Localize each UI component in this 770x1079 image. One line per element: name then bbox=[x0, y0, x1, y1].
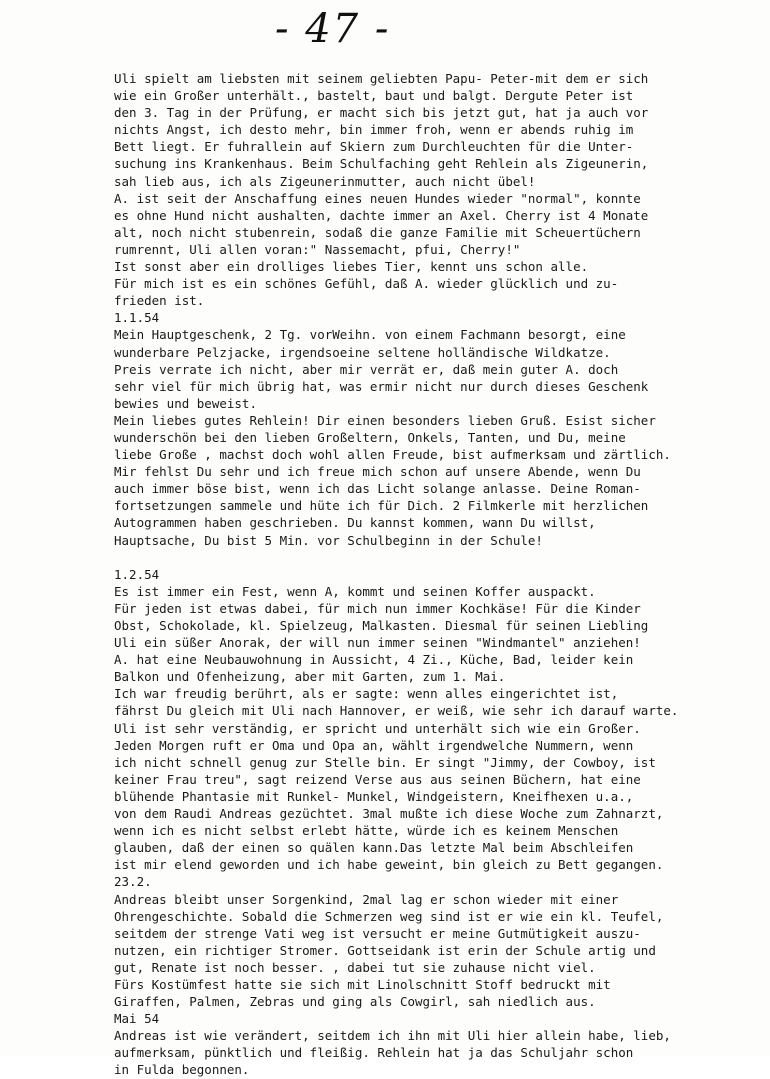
text-line: Uli spielt am liebsten mit seinem geliebten Papu- Peter-mit dem er sich bbox=[114, 71, 649, 86]
text-line: glauben, daß der einen so quälen kann.Das letzte Mal beim Abschleifen bbox=[114, 840, 634, 856]
text-line: Ich war freudig berührt, als er sagte: wenn alles eingerichtet ist, bbox=[114, 686, 619, 702]
page-number: - 47 - bbox=[275, 6, 391, 52]
text-line: Mein liebes gutes Rehlein! Dir einen besonders lieben Gruß. Esist sicher bbox=[114, 412, 656, 428]
text-line: es ohne Hund nicht aushalten, dachte immer an Axel. Cherry ist 4 Monate bbox=[114, 207, 649, 223]
text-line: Für mich ist es ein schönes Gefühl, daß A. wieder glücklich und zu- bbox=[114, 276, 619, 292]
text-line: rumrennt, Uli allen voran:" Nassemacht, pfui, Cherry!" bbox=[114, 241, 521, 257]
text-line: gut, Renate ist noch besser. , dabei tut sie zuhause nicht viel. bbox=[114, 959, 596, 975]
text-line: Für jeden ist etwas dabei, für mich nun immer Kochkäse! Für die Kinder bbox=[114, 600, 641, 616]
text-line: wunderbare Pelzjacke, irgendsoeine seltene holländische Wildkatze. bbox=[114, 344, 611, 360]
text-line: Andreas bleibt unser Sorgenkind, 2mal lag er schon wieder mit einer bbox=[114, 891, 619, 907]
text-line: Hauptsache, Du bist 5 Min. vor Schulbeginn in der Schule! bbox=[114, 532, 543, 548]
text-line: Mein Hauptgeschenk, 2 Tg. vorWeihn. von einem Fachmann besorgt, eine bbox=[114, 327, 626, 343]
text-line: 23.2. bbox=[114, 874, 152, 890]
text-line: bewies und beweist. bbox=[114, 395, 257, 411]
text-line: frieden ist. bbox=[114, 293, 205, 309]
text-line: den 3. Tag in der Prüfung, er macht sich bis jetzt gut, hat ja auch vor bbox=[114, 105, 649, 121]
text-line: fährst Du gleich mit Uli nach Hannover, er weiß, wie sehr ich darauf warte. bbox=[114, 703, 679, 719]
text-line: nutzen, ein richtiger Stromer. Gottseidank ist erin der Schule artig und bbox=[114, 942, 656, 958]
text-line: sehr viel für mich übrig hat, was ermir nicht nur durch dieses Geschenk bbox=[114, 378, 649, 394]
text-line: suchung ins Krankenhaus. Beim Schulfaching geht Rehlein als Zigeunerin, bbox=[114, 156, 649, 172]
text-line: Mai 54 bbox=[114, 1011, 160, 1027]
text-line: fortsetzungen sammele und hüte ich für Dich. 2 Filmkerle mit herzlichen bbox=[114, 498, 649, 514]
text-line: Giraffen, Palmen, Zebras und ging als Cowgirl, sah niedlich aus. bbox=[114, 994, 596, 1010]
text-line: alt, noch nicht stubenrein, sodaß die ganze Familie mit Scheuertüchern bbox=[114, 224, 641, 240]
text-line: keiner Frau treu", sagt reizend Verse aus aus seinen Büchern, hat eine bbox=[114, 771, 641, 787]
text-line: A. ist seit der Anschaffung eines neuen Hundes wieder "normal", konnte bbox=[114, 190, 641, 206]
text-line: Obst, Schokolade, kl. Spielzeug, Malkasten. Diesmal für seinen Liebling bbox=[114, 618, 649, 633]
text-line: Andreas ist wie verändert, seitdem ich ihn mit Uli hier allein habe, lieb, bbox=[114, 1028, 671, 1044]
text-line: Preis verrate ich nicht, aber mir verrät er, daß mein guter A. doch bbox=[114, 361, 619, 377]
text-line: blühende Phantasie mit Runkel- Munkel, Windgeistern, Kneifhexen u.a., bbox=[114, 788, 634, 804]
text-line: liebe Große , machst doch wohl allen Freude, bist aufmerksam und zärtlich. bbox=[114, 447, 671, 463]
text-line: wenn ich es nicht selbst erlebt hätte, würde ich es keinem Menschen bbox=[114, 823, 619, 839]
diary-text bbox=[114, 70, 764, 1079]
text-line: nichts Angst, ich desto mehr, bin immer froh, wenn er abends ruhig im bbox=[114, 122, 634, 138]
text-line: sah lieb aus, ich als Zigeunerinmutter, auch nicht übel! bbox=[114, 173, 536, 189]
text-line: wunderschön bei den lieben Großeltern, Onkels, Tanten, und Du, meine bbox=[114, 429, 626, 445]
text-line: Uli ein süßer Anorak, der will nun immer seinen "Windmantel" anziehen! bbox=[114, 635, 641, 651]
text-line: Fürs Kostümfest hatte sie sich mit Linolschnitt Stoff bedruckt mit bbox=[114, 976, 611, 992]
text-line: Mir fehlst Du sehr und ich freue mich schon auf unsere Abende, wenn Du bbox=[114, 464, 641, 480]
text-line: 1.1.54 bbox=[114, 310, 160, 326]
text-line: in Fulda begonnen. bbox=[114, 1062, 250, 1078]
text-line: Es ist immer ein Fest, wenn A, kommt und seinen Koffer auspackt. bbox=[114, 583, 596, 599]
text-line: 1.2.54 bbox=[114, 566, 160, 582]
text-line: Ist sonst aber ein drolliges liebes Tier, kennt uns schon alle. bbox=[114, 259, 589, 275]
text-line: Jeden Morgen ruft er Oma und Opa an, wählt irgendwelche Nummern, wenn bbox=[114, 737, 634, 753]
text-line: Uli ist sehr verständig, er spricht und unterhält sich wie ein Großer. bbox=[114, 720, 641, 736]
text-line: ist mir elend geworden und ich habe geweint, bin gleich zu Bett gegangen. bbox=[114, 857, 664, 873]
paragraph-gap bbox=[114, 549, 764, 566]
text-line: Balkon und Ofenheizung, aber mit Garten, zum 1. Mai. bbox=[114, 669, 506, 685]
text-line: A. hat eine Neubauwohnung in Aussicht, 4 Zi., Küche, Bad, leider kein bbox=[114, 652, 634, 668]
text-line: aufmerksam, pünktlich und fleißig. Rehlein hat ja das Schuljahr schon bbox=[114, 1045, 634, 1061]
text-line: Autogrammen haben geschrieben. Du kannst kommen, wann Du willst, bbox=[114, 515, 596, 531]
text-line: auch immer böse bist, wenn ich das Licht solange anlasse. Deine Roman- bbox=[114, 481, 641, 497]
text-line: ich nicht schnell genug zur Stelle bin. Er singt "Jimmy, der Cowboy, ist bbox=[114, 754, 656, 770]
text-line: Bett liegt. Er fuhrallein auf Skiern zum Durchleuchten für die Unter- bbox=[114, 139, 634, 155]
text-line: wie ein Großer unterhält., bastelt, baut und balgt. Dergute Peter ist bbox=[114, 88, 634, 104]
text-line: Ohrengeschichte. Sobald die Schmerzen weg sind ist er wie ein kl. Teufel, bbox=[114, 908, 664, 924]
text-line: von dem Raudi Andreas gezüchtet. 3mal mußte ich diese Woche zum Zahnarzt, bbox=[114, 806, 664, 822]
text-line: seitdem der strenge Vati weg ist versucht er meine Gutmütigkeit auszu- bbox=[114, 925, 641, 941]
